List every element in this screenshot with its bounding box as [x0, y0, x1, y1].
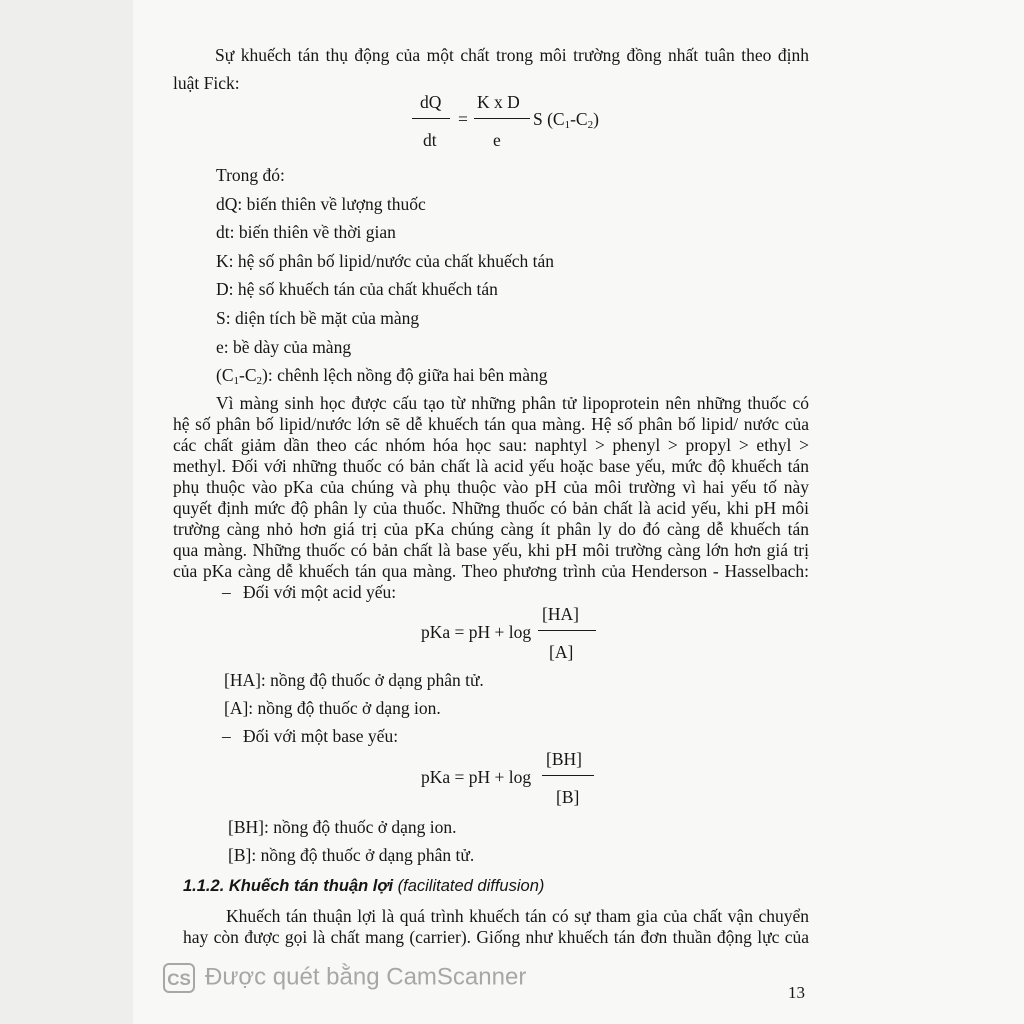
fick-lhs-numerator: dQ: [420, 92, 442, 112]
paragraph-line-4: methyl. Đối với những thuốc có bản chất là acid yếu hoặc base yếu, mức độ khuếch tán: [173, 456, 809, 476]
acid-denominator: [A]: [549, 642, 574, 662]
fick-rhs-fraction-bar: [474, 118, 530, 119]
base-label: Đối với một base yếu:: [243, 726, 399, 746]
closing-line-2: hay còn được gọi là chất mang (carrier). Giống như khuếch tán đơn thuần động lực của: [183, 927, 809, 947]
acid-label: Đối với một acid yếu:: [243, 582, 397, 602]
closing-line-1: Khuếch tán thuận lợi là quá trình khuếch tán có sự tham gia của chất vận chuyển: [226, 906, 809, 926]
intro-line-2: luật Fick:: [173, 73, 240, 93]
base-lhs: pKa = pH + log: [421, 767, 532, 787]
def-s: S: diện tích bề mặt của màng: [216, 308, 420, 328]
fick-rhs-numerator: K x D: [477, 92, 520, 112]
def-concentration-gradient: $(C_1-C_2)$: chênh lệch nồng độ giữa hai bên màng: [216, 365, 548, 387]
base-bullet: –: [222, 726, 231, 746]
paragraph-line-2: hệ số phân bố lipid/nước lớn sẽ dễ khuếch tán qua màng. Hệ số phân bố lipid/ nước của: [173, 414, 809, 434]
fick-rhs-tail: S $(C_1-C_2)$: [533, 109, 599, 131]
acid-bullet: –: [222, 582, 231, 602]
acid-fraction-bar: [538, 630, 596, 631]
base-def-b: [B]: nồng độ thuốc ở dạng phân tử.: [228, 845, 475, 865]
paragraph-line-5: phụ thuộc vào pKa của chúng và phụ thuộc vào pH của môi trường vì hai yếu tố này: [173, 477, 809, 497]
paragraph-line-7: trường càng nhỏ hơn giá trị của pKa chúng càng ít phân ly do đó càng dễ khuếch tán: [173, 519, 809, 539]
acid-def-ha: [HA]: nồng độ thuốc ở dạng phân tử.: [224, 670, 484, 690]
watermark-text: Được quét bằng CamScanner: [205, 963, 527, 991]
fick-lhs-denominator: dt: [423, 130, 437, 150]
fick-equals: =: [458, 109, 468, 129]
def-k: K: hệ số phân bố lipid/nước của chất khuếch tán: [216, 251, 555, 271]
base-def-bh: [BH]: nồng độ thuốc ở dạng ion.: [228, 817, 457, 837]
def-dq: dQ: biến thiên về lượng thuốc: [216, 194, 426, 214]
def-dt: dt: biến thiên về thời gian: [216, 222, 396, 242]
paragraph-line-6: quyết định mức độ phân ly của thuốc. Những thuốc có bản chất là acid yếu, khi pH môi: [173, 498, 809, 518]
paragraph-line-9: của pKa càng dễ khuếch tán qua màng. Theo phương trình của Henderson - Hasselbach:: [173, 561, 809, 581]
camscanner-logo-icon: CS: [163, 963, 195, 993]
paragraph-line-8: qua màng. Những thuốc có bản chất là base yếu, khi pH môi trường càng lớn hơn giá trị: [173, 540, 809, 560]
fick-lhs-fraction-bar: [412, 118, 450, 119]
acid-numerator: [HA]: [542, 604, 579, 624]
def-d: D: hệ số khuếch tán của chất khuếch tán: [216, 279, 498, 299]
section-heading: 1.1.2. Khuếch tán thuận lợi (facilitated diffusion): [183, 877, 545, 895]
paragraph-line-1: Vì màng sinh học được cấu tạo từ những phân tử lipoprotein nên những thuốc có: [216, 393, 809, 413]
base-denominator: [B]: [556, 787, 580, 807]
base-fraction-bar: [542, 775, 594, 776]
base-numerator: [BH]: [546, 749, 582, 769]
acid-lhs: pKa = pH + log: [421, 622, 532, 642]
fick-rhs-denominator: e: [493, 130, 501, 150]
page-number: 13: [788, 983, 805, 1002]
where-label: Trong đó:: [216, 165, 285, 185]
def-e: e: bề dày của màng: [216, 337, 352, 357]
paragraph-line-3: các chất giảm dần theo các nhóm hóa học sau: naphtyl > phenyl > propyl > ethyl >: [173, 435, 809, 455]
camscanner-watermark: [163, 963, 526, 993]
intro-line-1: Sự khuếch tán thụ động của một chất trong môi trường đồng nhất tuân theo định: [215, 45, 809, 65]
acid-def-a: [A]: nồng độ thuốc ở dạng ion.: [224, 698, 441, 718]
